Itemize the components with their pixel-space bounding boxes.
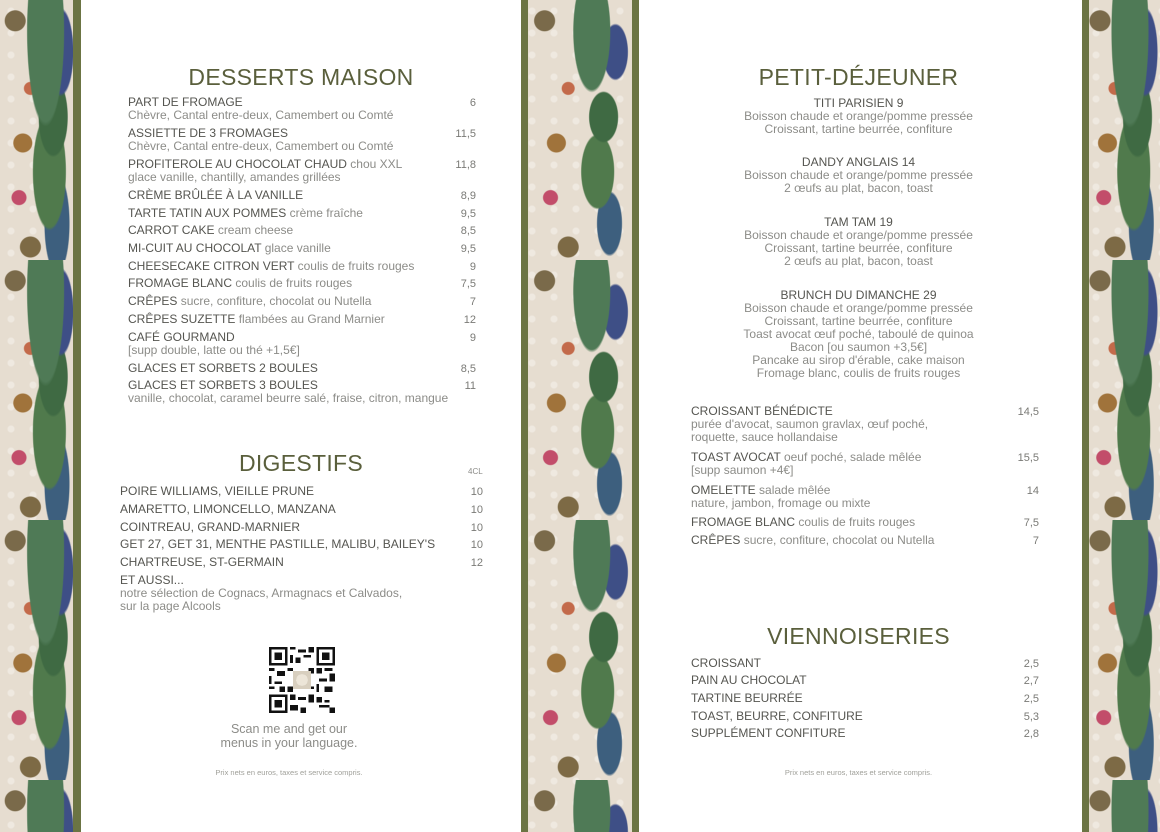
- item-description: coulis de fruits rouges: [297, 259, 415, 273]
- item-price: 8,5: [460, 225, 476, 237]
- also-note: [120, 574, 402, 613]
- item-details: roquette, sauce hollandaise: [691, 430, 838, 444]
- breakfast-item: [691, 516, 915, 529]
- item-name: CROISSANT BÉNÉDICTE: [691, 404, 833, 418]
- dessert-item: [128, 331, 300, 357]
- formula-line: Croissant, tartine beurrée, confiture: [764, 241, 953, 255]
- dessert-item: [128, 362, 318, 375]
- item-price: 8,9: [460, 190, 476, 202]
- item-name: POIRE WILLIAMS, VIEILLE PRUNE: [120, 484, 315, 498]
- green-rule-left: [73, 0, 81, 832]
- item-price: 10: [470, 486, 483, 498]
- item-price: 10: [470, 539, 483, 551]
- item-name: SUPPLÉMENT CONFITURE: [691, 726, 846, 740]
- dessert-item: [128, 224, 293, 237]
- item-name: CRÊPES: [691, 533, 741, 547]
- item-price: 15,5: [1017, 452, 1039, 464]
- dessert-item: [128, 260, 414, 273]
- also-line-2: sur la page Alcools: [120, 599, 221, 613]
- item-name: MI-CUIT AU CHOCOLAT: [128, 241, 262, 255]
- item-price: 12: [463, 314, 476, 326]
- item-details: glace vanille, chantilly, amandes grillées: [128, 170, 341, 184]
- dessert-item: [128, 242, 331, 255]
- formula-line: Bacon [ou saumon +3,5€]: [789, 340, 928, 354]
- formula-line: Pancake au sirop d'érable, cake maison: [752, 353, 965, 367]
- dessert-item: [128, 96, 393, 122]
- scan-line-1: Scan me and get our: [230, 722, 348, 736]
- digestif-item: [120, 538, 435, 551]
- item-description: coulis de fruits rouges: [235, 276, 353, 290]
- item-name: GLACES ET SORBETS 2 BOULES: [128, 361, 318, 375]
- dessert-item: [128, 158, 402, 184]
- item-price: 11,5: [455, 128, 476, 140]
- item-price: 7,5: [1023, 517, 1039, 529]
- item-name: ASSIETTE DE 3 FROMAGES: [128, 126, 289, 140]
- item-name: PROFITEROLE AU CHOCOLAT CHAUD: [128, 157, 347, 171]
- item-description: crème fraîche: [289, 206, 363, 220]
- breakfast-formula: [635, 97, 1082, 136]
- item-price: 14,5: [1017, 406, 1039, 418]
- digestif-item: [120, 485, 314, 498]
- item-name: GET 27, GET 31, MENTHE PASTILLE, MALIBU, BAILEY'S: [120, 537, 436, 551]
- dessert-item: [128, 127, 393, 153]
- dessert-item: [128, 189, 303, 202]
- viennoiserie-item: [691, 710, 863, 723]
- item-name: TOAST AVOCAT: [691, 450, 781, 464]
- item-price: 12: [470, 557, 483, 569]
- scan-line-2: menus in your language.: [220, 736, 358, 750]
- formula-line: Croissant, tartine beurrée, confiture: [764, 122, 953, 136]
- formula-line: Boisson chaude et orange/pomme pressée: [744, 168, 973, 182]
- breakfast-formula: [635, 289, 1082, 380]
- item-price: 2,8: [1023, 728, 1039, 740]
- item-details: Chèvre, Cantal entre-deux, Camembert ou Comté: [128, 139, 394, 153]
- item-price: 6: [469, 97, 476, 109]
- formula-line: Croissant, tartine beurrée, confiture: [764, 314, 953, 328]
- formula-price: 29: [923, 288, 937, 302]
- digestif-item: [120, 503, 336, 516]
- item-name: CHARTREUSE, ST-GERMAIN: [120, 555, 284, 569]
- digestif-item: [120, 556, 284, 569]
- digestif-item: [120, 521, 300, 534]
- formula-price: 9: [896, 96, 904, 110]
- item-description: sucre, confiture, chocolat ou Nutella: [180, 294, 372, 308]
- breakfast-item: [691, 405, 928, 444]
- item-name: TARTE TATIN AUX POMMES: [128, 206, 287, 220]
- item-name: FROMAGE BLANC: [691, 515, 796, 529]
- item-name: CRÈME BRÛLÉE À LA VANILLE: [128, 188, 304, 202]
- formula-line: Fromage blanc, coulis de fruits rouges: [756, 366, 961, 380]
- breakfast-item: [691, 451, 921, 477]
- item-details: [supp double, latte ou thé +1,5€]: [128, 343, 300, 357]
- scan-instructions: [57, 722, 521, 750]
- item-name: TARTINE BEURRÉE: [691, 691, 803, 705]
- botanical-border-left: [0, 0, 76, 832]
- formula-name: TITI PARISIEN: [813, 96, 894, 110]
- item-description: salade mêlée: [759, 483, 831, 497]
- formula-line: Boisson chaude et orange/pomme pressée: [744, 109, 973, 123]
- viennoiserie-item: [691, 657, 761, 670]
- item-price: 10: [470, 504, 483, 516]
- item-price: 2,7: [1023, 675, 1039, 687]
- item-description: oeuf poché, salade mêlée: [783, 450, 922, 464]
- item-description: coulis de fruits rouges: [798, 515, 916, 529]
- dessert-item: [128, 379, 448, 405]
- item-description: chou XXL: [350, 157, 403, 171]
- botanical-border-center: [521, 0, 639, 832]
- section-title-desserts: DESSERTS MAISON: [188, 64, 414, 90]
- dessert-item: [128, 277, 352, 290]
- section-title-viennoiseries: VIENNOISERIES: [767, 623, 950, 649]
- item-name: GLACES ET SORBETS 3 BOULES: [128, 378, 318, 392]
- qr-code-icon[interactable]: [269, 647, 335, 713]
- section-title-digestifs: DIGESTIFS: [238, 450, 364, 476]
- item-details: purée d'avocat, saumon gravlax, œuf poché,: [691, 417, 929, 431]
- breakfast-item: [691, 484, 870, 510]
- item-name: TOAST, BEURRE, CONFITURE: [691, 709, 863, 723]
- also-title: ET AUSSI...: [120, 573, 184, 587]
- item-price: 9: [469, 332, 476, 344]
- menu-page-left: [81, 0, 521, 832]
- item-price: 7: [469, 296, 476, 308]
- item-name: COINTREAU, GRAND-MARNIER: [120, 520, 301, 534]
- formula-line: 2 œufs au plat, bacon, toast: [784, 181, 933, 195]
- item-name: PART DE FROMAGE: [128, 95, 243, 109]
- item-price: 11,8: [455, 159, 476, 171]
- botanical-border-right: [1085, 0, 1160, 832]
- item-details: Chèvre, Cantal entre-deux, Camembert ou Comté: [128, 108, 394, 122]
- viennoiserie-item: [691, 727, 845, 740]
- formula-name: DANDY ANGLAIS: [801, 155, 899, 169]
- also-line-1: notre sélection de Cognacs, Armagnacs et Calvados,: [120, 586, 403, 600]
- formula-line: Boisson chaude et orange/pomme pressée: [744, 301, 973, 315]
- viennoiserie-item: [691, 692, 803, 705]
- formula-name: BRUNCH DU DIMANCHE: [780, 288, 920, 302]
- item-name: CRÊPES SUZETTE: [128, 312, 236, 326]
- green-rule-right: [1082, 0, 1089, 832]
- price-footnote: Prix nets en euros, taxes et service compris.: [215, 768, 363, 777]
- dessert-item: [128, 295, 371, 308]
- item-name: CAFÉ GOURMAND: [128, 330, 235, 344]
- formula-line: 2 œufs au plat, bacon, toast: [784, 254, 933, 268]
- green-rule-center-left: [521, 0, 528, 832]
- item-name: CHEESECAKE CITRON VERT: [128, 259, 295, 273]
- dessert-item: [128, 207, 363, 220]
- item-price: 2,5: [1023, 693, 1039, 705]
- item-price: 7: [1032, 535, 1039, 547]
- breakfast-formula: [635, 216, 1082, 268]
- item-price: 8,5: [460, 363, 476, 375]
- item-price: 9,5: [460, 208, 476, 220]
- item-price: 11: [464, 380, 476, 392]
- breakfast-formula: [635, 156, 1082, 195]
- item-name: CARROT CAKE: [128, 223, 215, 237]
- formula-name: TAM TAM: [824, 215, 877, 229]
- item-name: FROMAGE BLANC: [128, 276, 233, 290]
- item-price: 10: [470, 522, 483, 534]
- item-details: nature, jambon, fromage ou mixte: [691, 496, 871, 510]
- formula-line: Boisson chaude et orange/pomme pressée: [744, 228, 973, 242]
- item-price: 7,5: [460, 278, 476, 290]
- item-description: flambées au Grand Marnier: [238, 312, 385, 326]
- menu-page-right: [639, 0, 1082, 832]
- item-price: 9: [469, 261, 476, 273]
- viennoiserie-item: [691, 674, 807, 687]
- item-price: 5,3: [1023, 711, 1039, 723]
- unit-label: 4CL: [468, 467, 483, 476]
- item-name: CRÊPES: [128, 294, 178, 308]
- item-name: CROISSANT: [691, 656, 762, 670]
- dessert-item: [128, 313, 385, 326]
- formula-line: Toast avocat œuf poché, taboulé de quinoa: [743, 327, 974, 341]
- item-price: 9,5: [460, 243, 476, 255]
- item-name: OMELETTE: [691, 483, 756, 497]
- breakfast-item: [691, 534, 934, 547]
- item-description: sucre, confiture, chocolat ou Nutella: [743, 533, 935, 547]
- item-description: glace vanille: [264, 241, 331, 255]
- section-title-breakfast: PETIT-DÉJEUNER: [758, 64, 959, 90]
- formula-price: 14: [901, 155, 916, 169]
- item-name: PAIN AU CHOCOLAT: [691, 673, 807, 687]
- item-details: vanille, chocolat, caramel beurre salé, fraise, citron, mangue: [128, 391, 449, 405]
- item-name: AMARETTO, LIMONCELLO, MANZANA: [120, 502, 336, 516]
- item-price: 14: [1026, 485, 1039, 497]
- price-footnote-right: Prix nets en euros, taxes et service compris.: [784, 768, 933, 777]
- item-price: 2,5: [1023, 658, 1039, 670]
- formula-price: 19: [879, 215, 893, 229]
- item-details: [supp saumon +4€]: [691, 463, 794, 477]
- item-description: cream cheese: [217, 223, 294, 237]
